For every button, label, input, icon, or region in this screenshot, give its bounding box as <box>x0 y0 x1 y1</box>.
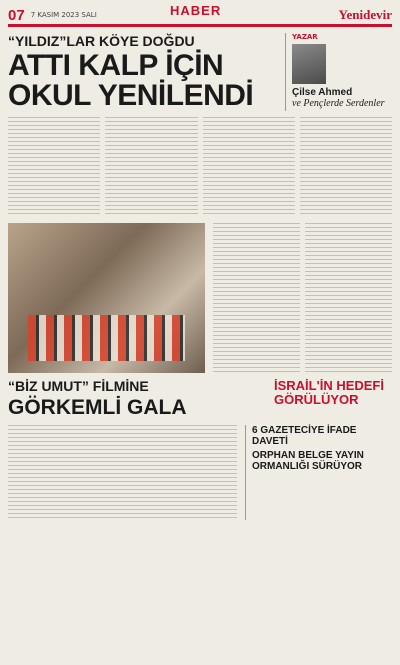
lead-body <box>8 117 392 217</box>
date-line: 7 KASIM 2023 SALI <box>30 11 97 19</box>
column-author: Çilse Ahmed <box>292 87 353 98</box>
newspaper-logo: Yenidevir <box>338 7 392 22</box>
text-column <box>213 223 300 373</box>
side-headline: İSRAİL'İN HEDEFİ GÖRÜLÜYOR <box>274 378 384 407</box>
news-photo <box>8 223 205 373</box>
avatar <box>292 44 326 84</box>
second-story <box>8 379 392 419</box>
column-box <box>285 33 392 111</box>
column-tag: YAZAR <box>292 33 318 41</box>
page-header <box>8 3 392 27</box>
text-column <box>8 425 237 520</box>
text-column <box>8 117 100 217</box>
text-column <box>203 117 295 217</box>
page-number: 07 <box>8 6 25 24</box>
box-headline: 6 GAZETECİYE İFADE DAVETİ <box>252 425 357 447</box>
lead-kicker: “YILDIZ”LAR KÖYE DOĞDU <box>8 33 195 49</box>
bottom-section <box>8 425 392 520</box>
lead-headline: ATTI KALP İÇİN OKUL YENİLENDİ <box>8 49 254 112</box>
second-kicker: “BİZ UMUT” FİLMİNE <box>8 378 149 394</box>
second-headline: GÖRKEMLİ GALA <box>8 396 187 419</box>
text-column <box>105 117 197 217</box>
text-column <box>305 223 392 373</box>
column-title: ve Pençlerde Serdenler <box>292 98 385 109</box>
box-headline-2: ORPHAN BELGE YAYIN ORMANLIĞI SÜRÜYOR <box>252 450 364 472</box>
lead-story <box>8 33 392 111</box>
section-label: HABER <box>170 3 222 18</box>
text-column <box>300 117 392 217</box>
photo-section <box>8 223 392 373</box>
